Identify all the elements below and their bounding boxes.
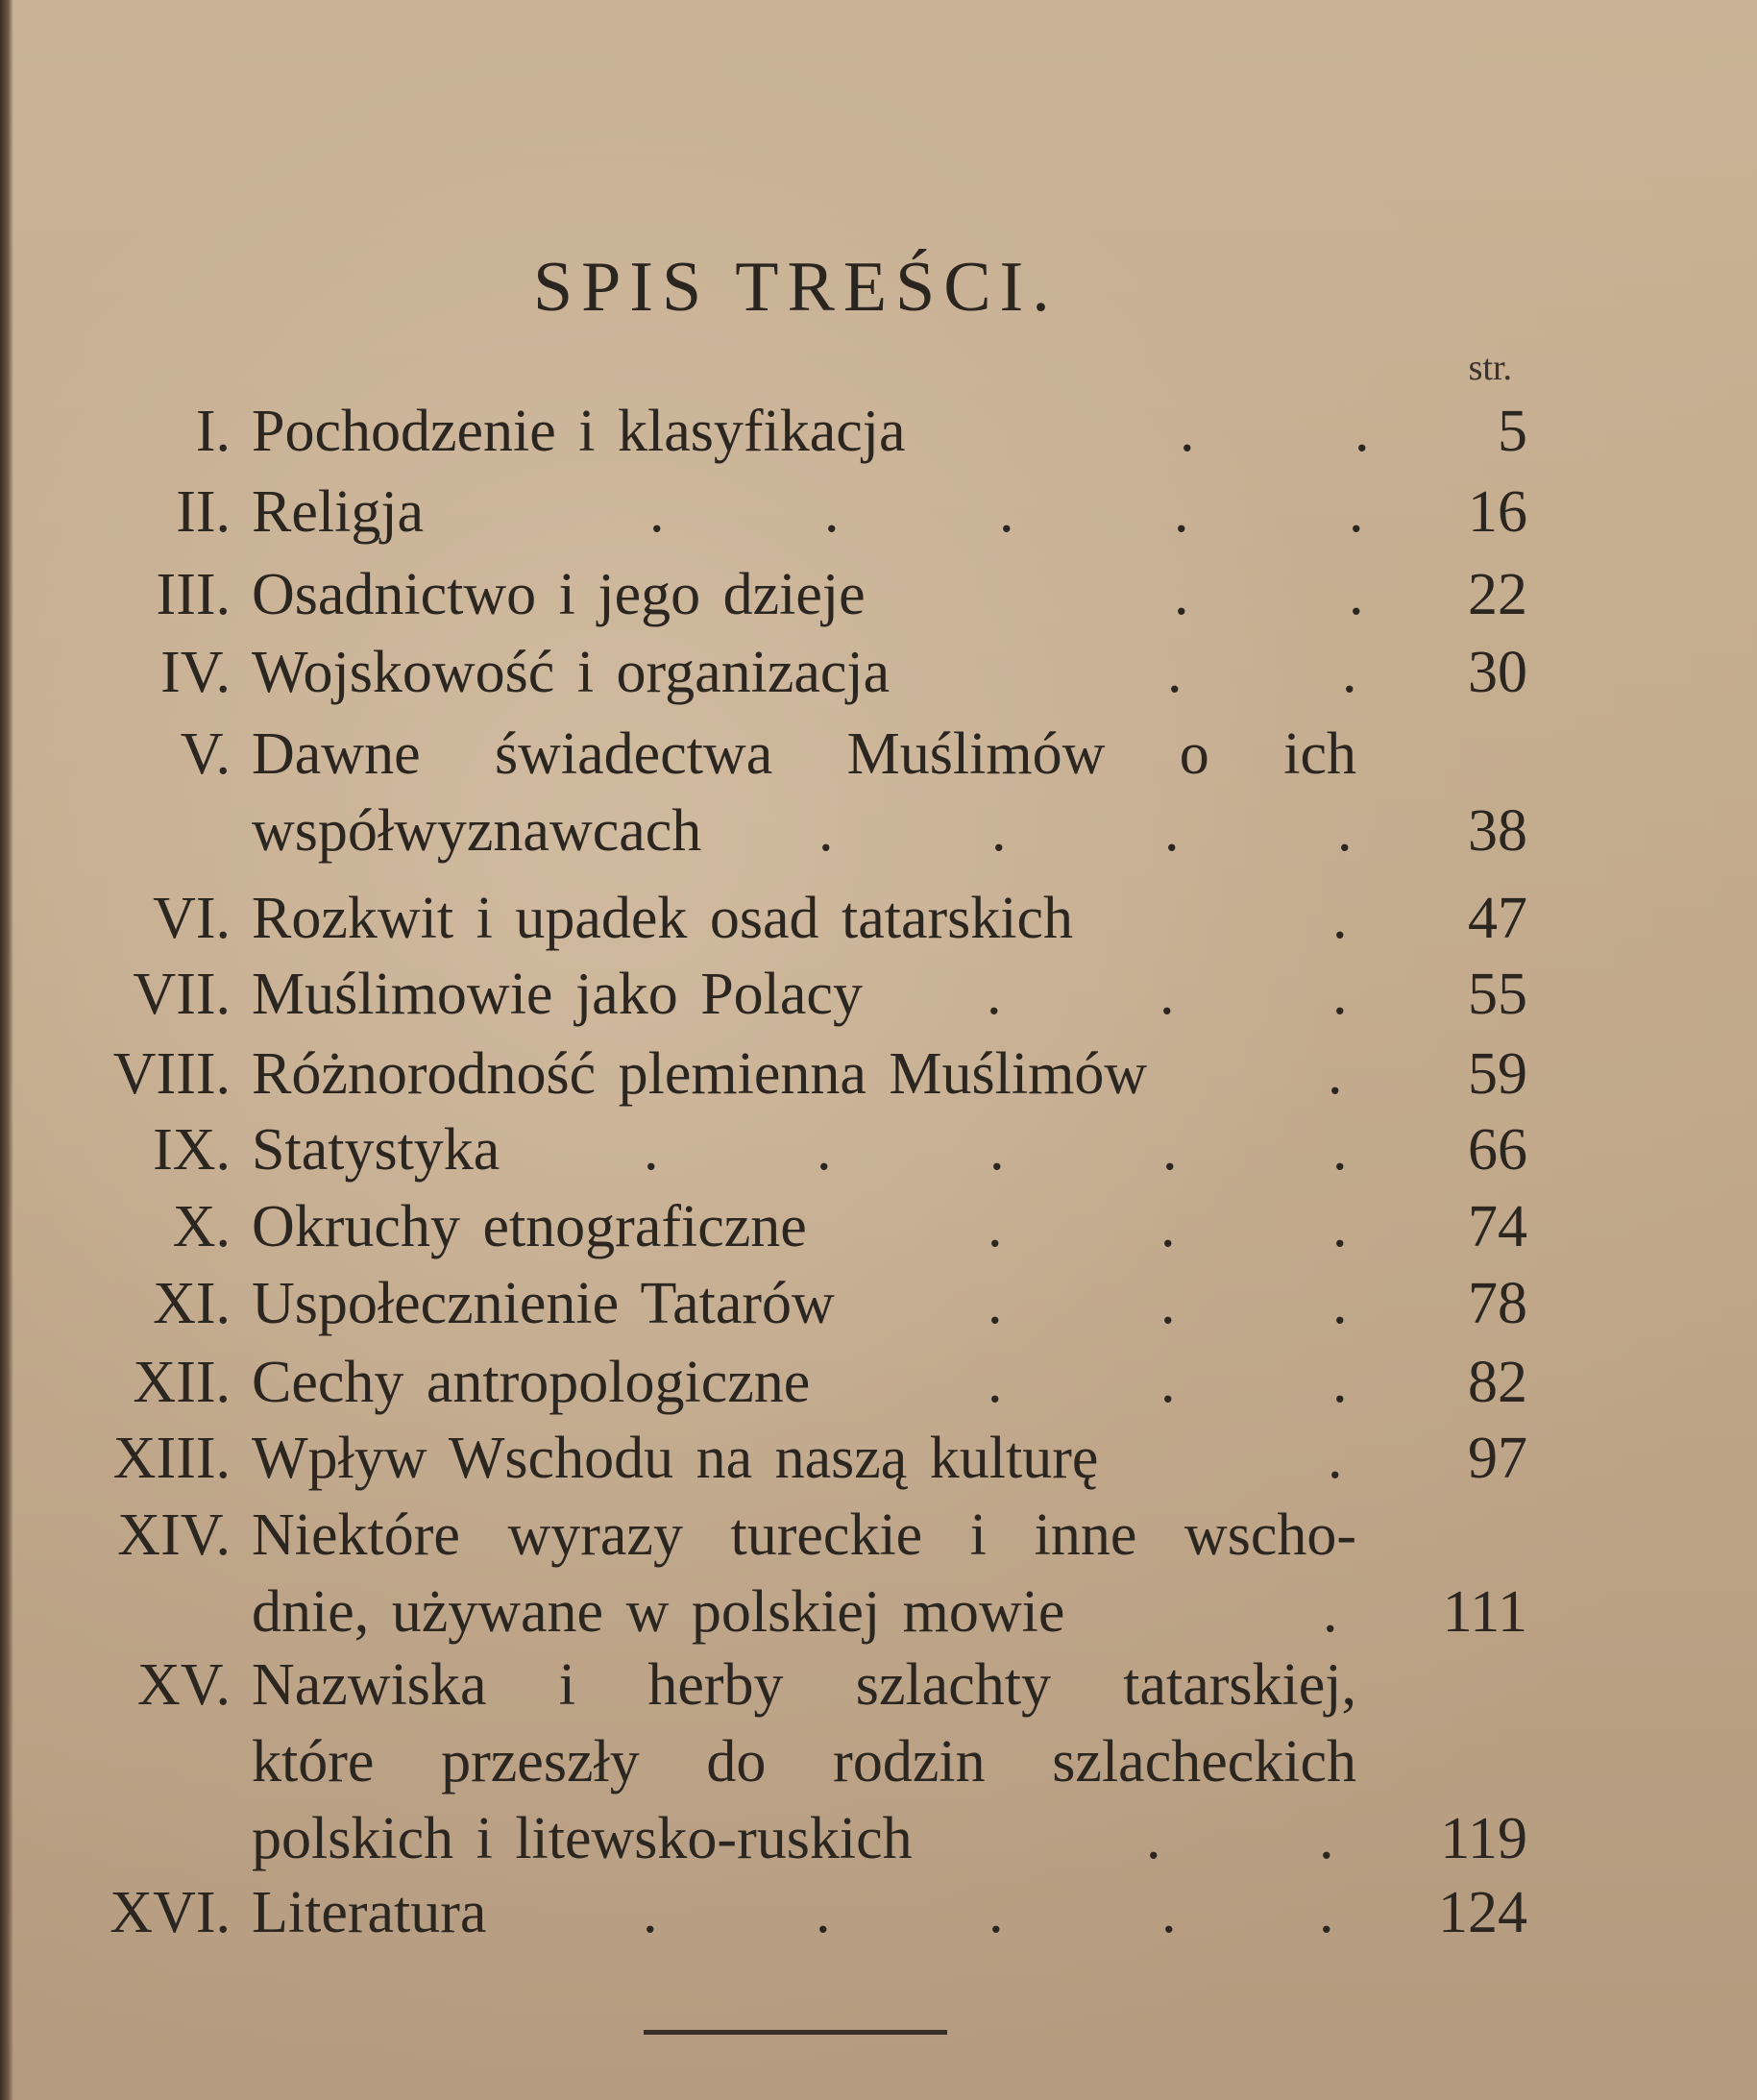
dot-leader: .	[988, 1880, 1004, 1945]
dot-leader: .	[1332, 1194, 1348, 1259]
page-number: 59	[1468, 1041, 1527, 1107]
chapter-title	[252, 721, 1376, 878]
chapter-number: VIII.	[112, 1041, 231, 1107]
pages-column-header: str.	[1468, 348, 1512, 388]
chapter-number: I.	[195, 399, 231, 464]
chapter-title-line: dnie, używane w polskiej mowie	[252, 1579, 1065, 1645]
page-number: 74	[1468, 1194, 1527, 1259]
page-number: 55	[1468, 962, 1527, 1027]
dot-leader: .	[817, 1117, 832, 1183]
chapter-title-line: Okruchy etnograficzne	[252, 1194, 807, 1259]
chapter-title	[252, 640, 1376, 720]
dot-leader: .	[1160, 1194, 1176, 1259]
page-number: 5	[1498, 399, 1527, 464]
chapter-title	[252, 1880, 1376, 1960]
chapter-title	[252, 1428, 1376, 1505]
chapter-title	[252, 1652, 1376, 1886]
dot-leader: .	[1174, 562, 1189, 627]
chapter-number: V.	[180, 721, 231, 787]
dot-leader: .	[988, 1194, 1003, 1259]
chapter-number: XV.	[136, 1652, 231, 1718]
chapter-number: X.	[172, 1194, 231, 1259]
dot-leader: .	[1332, 1117, 1348, 1183]
dot-leader: .	[1167, 640, 1183, 705]
dot-leader: .	[1319, 1880, 1334, 1945]
dot-leader: .	[988, 1271, 1003, 1336]
page-number: 82	[1468, 1350, 1527, 1415]
chapter-number: VII.	[133, 962, 231, 1027]
chapter-title	[252, 479, 1376, 559]
chapter-title	[252, 1502, 1376, 1659]
dot-leader: .	[824, 479, 840, 545]
chapter-title-line: Pochodzenie i klasyfikacja	[252, 399, 906, 464]
chapter-title	[252, 1117, 1376, 1197]
page-number: 119	[1440, 1806, 1527, 1871]
chapter-number: VI.	[153, 886, 231, 951]
dot-leader: .	[649, 479, 665, 545]
closing-rule	[644, 2030, 947, 2035]
dot-leader: .	[1164, 798, 1180, 864]
page-number: 97	[1468, 1426, 1527, 1491]
dot-leader: .	[644, 1117, 659, 1183]
chapter-title-line: Wpływ Wschodu na naszą kulturę	[252, 1426, 1099, 1491]
chapter-number: IV.	[160, 640, 231, 705]
chapter-title-line: Rozkwit i upadek osad tatarskich	[252, 886, 1074, 951]
page-number: 78	[1468, 1271, 1527, 1336]
dot-leader: .	[1328, 1041, 1343, 1107]
dot-leader: .	[1328, 1426, 1343, 1491]
dot-leader: .	[1349, 562, 1364, 627]
dot-leader: .	[1332, 1350, 1348, 1415]
page-number: 111	[1442, 1579, 1527, 1645]
dot-leader: .	[1161, 1880, 1177, 1945]
dot-leader: .	[991, 798, 1007, 864]
dot-leader: .	[1332, 962, 1348, 1027]
dot-leader: .	[1332, 886, 1348, 951]
chapter-number: XII.	[133, 1350, 231, 1415]
dot-leader: .	[1180, 399, 1195, 464]
dot-leader: .	[1323, 1579, 1338, 1645]
dot-leader: .	[816, 1880, 831, 1945]
dot-leader: .	[1160, 1350, 1176, 1415]
page-number: 30	[1468, 640, 1527, 705]
chapter-title-line: Nazwiska i herby szlachty tatarskiej,	[252, 1652, 1356, 1718]
dot-leader: .	[1162, 1117, 1178, 1183]
dot-leader: .	[987, 962, 1002, 1027]
page-title: SPIS TREŚCI.	[533, 248, 1059, 327]
chapter-number: XIV.	[117, 1502, 231, 1568]
dot-leader: .	[1349, 479, 1364, 545]
chapter-title-line: Religja	[252, 479, 425, 545]
dot-leader: .	[988, 1350, 1003, 1415]
dot-leader: .	[1160, 1271, 1176, 1336]
chapter-title-line: Wojskowość i organizacja	[252, 640, 891, 705]
dot-leader: .	[1319, 1806, 1334, 1871]
chapter-title-line: Różnorodność plemienna Muślimów	[252, 1041, 1148, 1107]
dot-leader: .	[1332, 1271, 1348, 1336]
chapter-title	[252, 562, 1376, 642]
dot-leader: .	[818, 798, 834, 864]
chapter-title-line: Dawne świadectwa Muślimów o ich	[252, 721, 1356, 787]
dot-leader: .	[1354, 399, 1370, 464]
chapter-number: III.	[156, 562, 231, 627]
page-number: 16	[1468, 479, 1527, 545]
dot-leader: .	[999, 479, 1014, 545]
dot-leader: .	[1174, 479, 1189, 545]
dot-leader: .	[1342, 640, 1357, 705]
chapter-title-line: Muślimowie jako Polacy	[252, 962, 863, 1027]
chapter-title-line: Cechy antropologiczne	[252, 1350, 811, 1415]
chapter-title	[252, 962, 1376, 1041]
dot-leader: .	[989, 1117, 1005, 1183]
chapter-title	[252, 886, 1376, 965]
chapter-title-line: współwyznawcach	[252, 798, 702, 864]
dot-leader: .	[1337, 798, 1353, 864]
chapter-title	[252, 1271, 1376, 1351]
chapter-number: IX.	[153, 1117, 231, 1183]
dot-leader: .	[1146, 1806, 1161, 1871]
chapter-title-line: Literatura	[252, 1880, 487, 1945]
chapter-number: XIII.	[112, 1426, 231, 1491]
chapter-title	[252, 1350, 1376, 1429]
page-number: 124	[1438, 1880, 1527, 1945]
dot-leader: .	[1159, 962, 1175, 1027]
chapter-title	[252, 1194, 1376, 1274]
chapter-title-line: które przeszły do rodzin szlacheckich	[252, 1729, 1356, 1795]
page-number: 22	[1468, 562, 1527, 627]
dot-leader: .	[643, 1880, 658, 1945]
chapter-number: XI.	[153, 1271, 231, 1336]
chapter-number: XVI.	[110, 1880, 231, 1945]
chapter-title	[252, 1041, 1376, 1121]
chapter-title-line: Niektóre wyrazy tureckie i inne wscho-	[252, 1502, 1356, 1568]
chapter-number: II.	[176, 479, 231, 545]
chapter-title	[252, 399, 1376, 478]
chapter-title-line: polskich i litewsko-ruskich	[252, 1806, 913, 1871]
page-number: 47	[1468, 886, 1527, 951]
chapter-title-line: Osadnictwo i jego dzieje	[252, 562, 866, 627]
page-number: 66	[1468, 1117, 1527, 1183]
chapter-title-line: Uspołecznienie Tatarów	[252, 1271, 835, 1336]
chapter-title-line: Statystyka	[252, 1117, 500, 1183]
page-number: 38	[1468, 798, 1527, 864]
